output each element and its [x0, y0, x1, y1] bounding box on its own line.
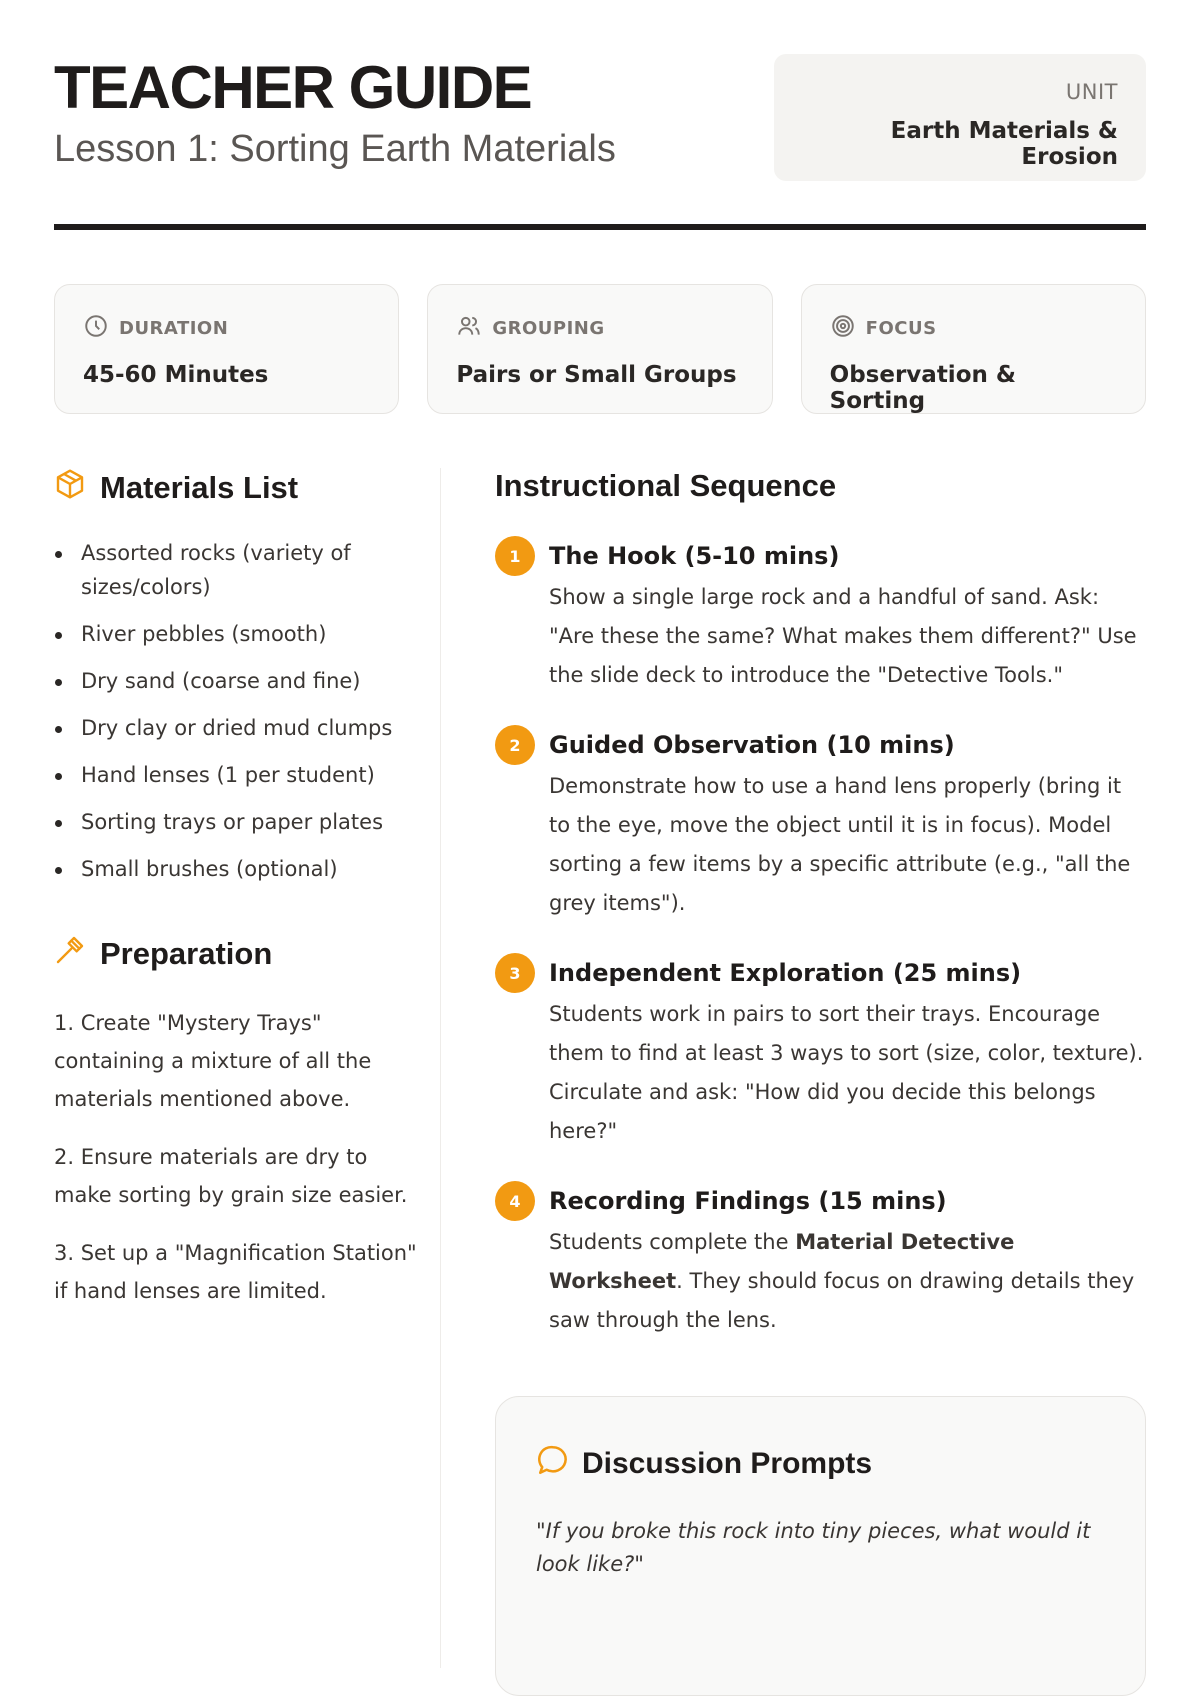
target-icon [830, 313, 856, 344]
focus-card [801, 284, 1146, 414]
grouping-card [427, 284, 772, 414]
step-title: Independent Exploration (25 mins) [549, 959, 1022, 987]
worksheet-name: Material Detective Worksheet [549, 1230, 1015, 1293]
list-item: Hand lenses (1 per student) [54, 758, 420, 792]
prep-step: 3. Set up a "Magnification Station" if hand lenses are limited. [54, 1241, 417, 1303]
list-item: Small brushes (optional) [54, 852, 420, 886]
unit-label: UNIT [1065, 80, 1118, 104]
step-title: Guided Observation (10 mins) [549, 731, 955, 759]
step-number: 2 [495, 725, 535, 765]
prep-step: 1. Create "Mystery Trays" containing a mixture of all the materials mentioned above. [54, 1011, 372, 1111]
materials-heading: Materials List [54, 468, 420, 508]
hammer-icon [54, 934, 86, 974]
preparation-section [54, 934, 420, 1310]
focus-value: Observation & Sorting [829, 362, 1016, 414]
step-number: 1 [495, 536, 535, 576]
users-icon [456, 313, 482, 344]
step-number: 4 [495, 1181, 535, 1221]
grouping-value: Pairs or Small Groups [456, 362, 737, 388]
discussion-prompt: "If you broke this rock into tiny pieces, what would it look like?" [536, 1519, 1091, 1576]
materials-list [54, 536, 420, 886]
lesson-subtitle: Lesson 1: Sorting Earth Materials [54, 128, 616, 170]
right-column [441, 468, 1146, 1696]
duration-label: DURATION [119, 318, 229, 339]
step-title: Recording Findings (15 mins) [549, 1187, 947, 1215]
list-item: Assorted rocks (variety of sizes/colors) [54, 536, 420, 604]
header [54, 54, 1146, 224]
left-column [54, 468, 440, 1696]
box-icon [54, 468, 86, 508]
list-item: Dry clay or dried mud clumps [54, 711, 420, 745]
step-title: The Hook (5-10 mins) [549, 542, 840, 570]
sequence-heading: Instructional Sequence [495, 468, 837, 503]
duration-card [54, 284, 399, 414]
step-text: Students complete the Material Detective Worksheet. They should focus on drawing details they saw through the lens. [549, 1230, 1135, 1332]
discussion-prompts-box [495, 1396, 1146, 1696]
info-cards [54, 284, 1146, 414]
header-divider [54, 224, 1146, 230]
step-text: Demonstrate how to use a hand lens properly (bring it to the eye, move the object until it is in focus). Model sorting a few items by a specific attribute (e.g., "all the grey items"). [549, 774, 1131, 915]
unit-value: Earth Materials & Erosion [890, 118, 1118, 170]
preparation-heading: Preparation [54, 934, 420, 974]
sequence-step [495, 725, 1146, 923]
list-item: Dry sand (coarse and fine) [54, 664, 420, 698]
discussion-heading: Discussion Prompts [536, 1443, 1105, 1485]
clock-icon [83, 313, 109, 344]
sequence-step [495, 1181, 1146, 1340]
sequence-step [495, 953, 1146, 1151]
list-item: River pebbles (smooth) [54, 617, 420, 651]
grouping-label: GROUPING [492, 318, 605, 339]
step-text: Students work in pairs to sort their trays. Encourage them to find at least 3 ways to sort (size, color, texture). Circulate and ask: "How did you decide this belongs here?" [549, 1002, 1144, 1143]
prep-step: 2. Ensure materials are dry to make sorting by grain size easier. [54, 1145, 408, 1207]
chat-bubble-icon [536, 1443, 570, 1485]
list-item: Sorting trays or paper plates [54, 805, 420, 839]
duration-value: 45-60 Minutes [83, 362, 269, 388]
sequence-step [495, 536, 1146, 695]
step-text: Show a single large rock and a handful of sand. Ask: "Are these the same? What makes them different?" Use the slide deck to introduce the "Detective Tools." [549, 585, 1137, 687]
step-number: 3 [495, 953, 535, 993]
page-title: TEACHER GUIDE [54, 54, 532, 121]
unit-badge [774, 54, 1146, 181]
focus-label: FOCUS [865, 318, 937, 339]
